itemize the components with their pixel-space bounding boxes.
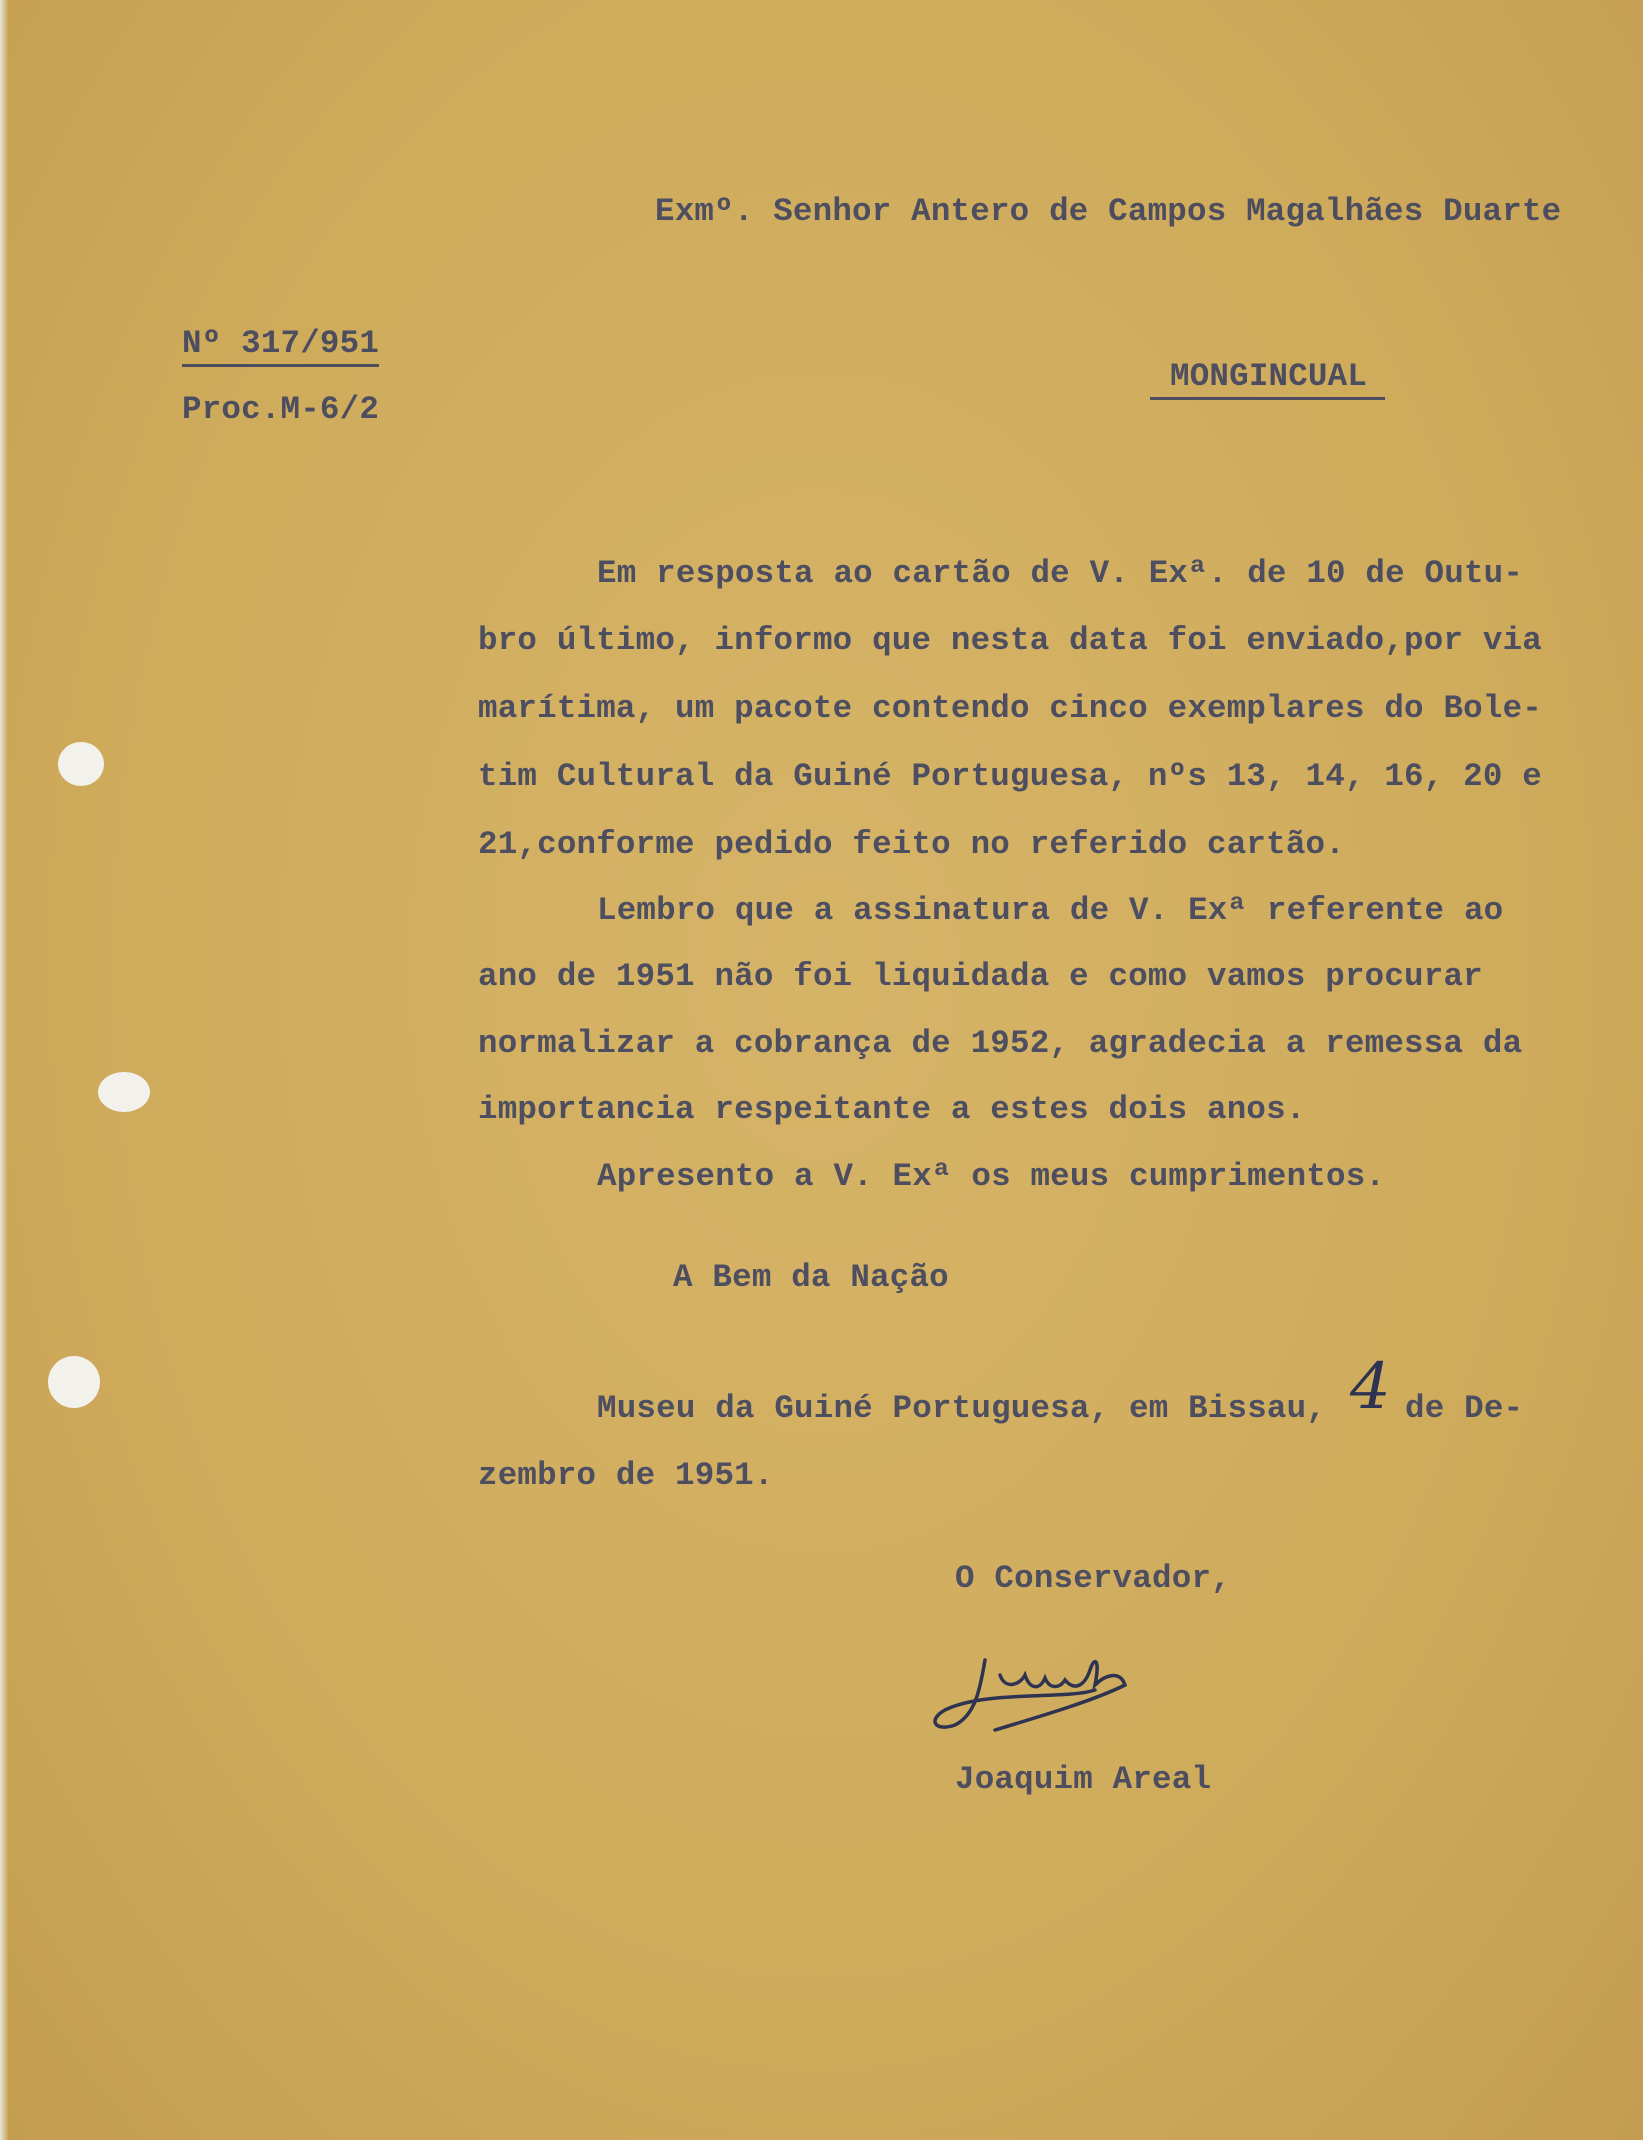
place-date: Museu da Guiné Portuguesa, em Bissau,: [597, 1390, 1327, 1427]
process-number: Proc.M-6/2: [182, 391, 380, 428]
reference-number: Nº 317/951: [182, 325, 379, 367]
body-line: Em resposta ao cartão de V. Exª. de 10 de Outu-: [597, 555, 1524, 592]
addressee: Exmº. Senhor Antero de Campos Magalhães Duarte: [655, 193, 1562, 230]
body-line: bro último, informo que nesta data foi enviado,por via: [478, 622, 1542, 659]
punch-hole: [58, 742, 104, 786]
body-line: 21,conforme pedido feito no referido cartão.: [478, 826, 1345, 863]
place-date-end: de De-: [1405, 1390, 1524, 1427]
punch-hole: [98, 1072, 150, 1112]
body-line: Apresento a V. Exª os meus cumprimentos.: [597, 1158, 1386, 1195]
body-line: normalizar a cobrança de 1952, agradecia a remessa da: [478, 1025, 1523, 1062]
page-edge: [0, 0, 8, 2140]
handwritten-day: 4: [1350, 1350, 1391, 1424]
body-line: marítima, um pacote contendo cinco exemplares do Bole-: [478, 690, 1542, 727]
location-heading: MONGINCUAL: [1150, 358, 1385, 400]
signatory-name: Joaquim Areal: [955, 1761, 1212, 1798]
signature: [925, 1630, 1205, 1745]
body-line: Lembro que a assinatura de V. Exª referente ao: [597, 892, 1504, 929]
body-line: tim Cultural da Guiné Portuguesa, nºs 13, 14, 16, 20 e: [478, 758, 1542, 795]
signatory-title: O Conservador,: [955, 1560, 1231, 1597]
body-line: ano de 1951 não foi liquidada e como vamos procurar: [478, 958, 1483, 995]
salutation: A Bem da Nação: [673, 1259, 949, 1296]
place-date: zembro de 1951.: [478, 1457, 774, 1494]
punch-hole: [48, 1356, 100, 1408]
body-line: importancia respeitante a estes dois anos.: [478, 1091, 1306, 1128]
